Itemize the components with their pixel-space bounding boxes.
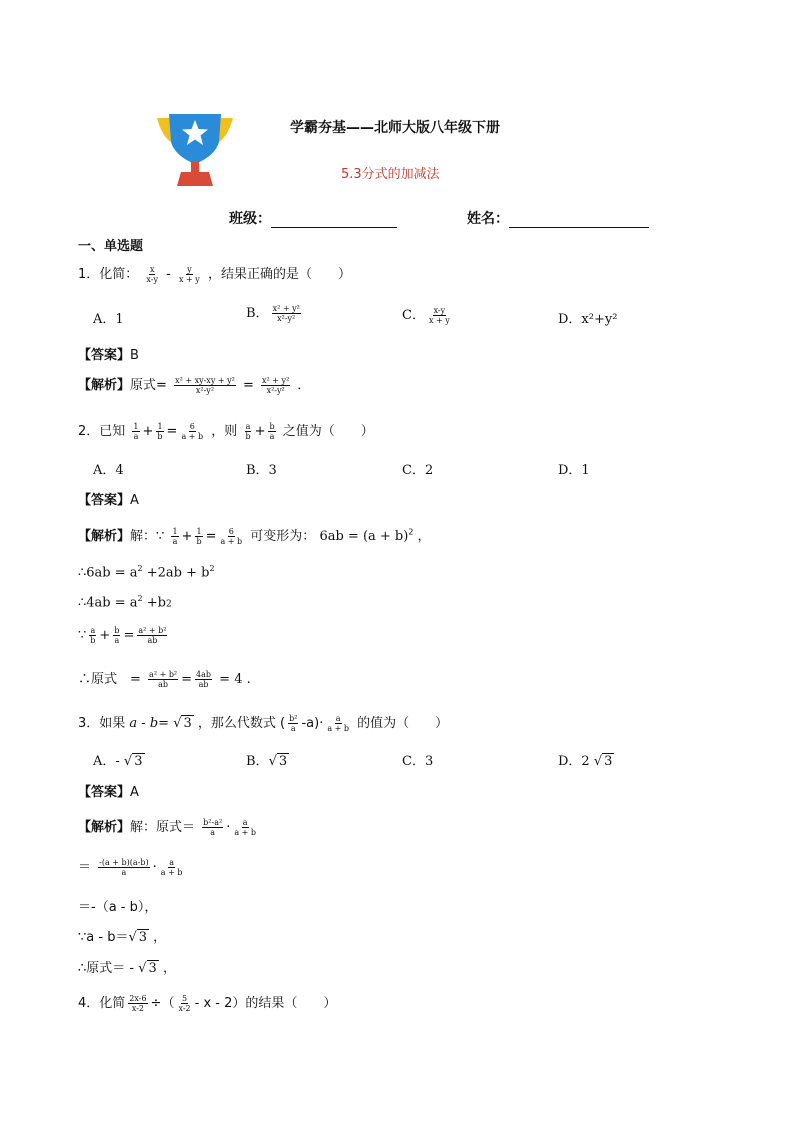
q2-option-d: D．1	[558, 463, 590, 478]
q2-analysis-line-4: ∵ $\frac{a}{b}$ + $\frac{b}{a}$ = $\frac{\text{a² + b²}}{ab}$	[78, 626, 167, 645]
q3-analysis-line-4: ∵a - b＝√ 3 ，	[78, 930, 167, 945]
q3-analysis-line-5: ∴原式＝ - √ 3 ，	[78, 961, 176, 976]
q1-suffix: ，结果正确的是（ ）	[207, 267, 351, 282]
question-2: 2．已知 $\frac{1}{a}$ + $\frac{1}{b}$ = $\frac{6}{a + b}$ ，则 $\frac{a}{b}$ + $\frac{b}{a}$ 之值为（ ）	[78, 422, 374, 441]
q1-option-d: D．x²+y²	[558, 312, 618, 327]
question-1: 1．化简： $\frac{x}{x-y}$ - $\frac{y}{x + y}$ ，结果正确的是（ ）	[78, 265, 351, 284]
q1-frac-2: $\frac{y}{x + y}$	[179, 265, 200, 284]
q1-option-b: B． $\frac{\text{x² + y²}}{\text{x²-y²}}$	[246, 304, 300, 323]
q3-analysis-line-3: ＝-（a - b），	[78, 900, 158, 915]
q1-answer: 【答案】B	[78, 348, 139, 363]
name-field	[467, 208, 649, 228]
document-title: 学霸夯基——北师大版八年级下册	[290, 120, 500, 136]
q1-option-a: A．1	[93, 312, 124, 327]
class-field	[229, 208, 397, 228]
q2-option-a: A．4	[93, 463, 124, 478]
name-label: 姓名：	[467, 211, 509, 227]
q3-option-c: C．3	[402, 754, 434, 769]
trophy-logo	[155, 112, 235, 188]
document-subtitle: 5.3分式的加减法	[341, 167, 440, 182]
q1-prefix: 1．化简：	[78, 267, 139, 282]
name-blank	[509, 227, 649, 228]
section-heading: 一、单选题	[78, 239, 144, 254]
q2-analysis-line-1: 【解析】解：∵ $\frac{1}{a}$ + $\frac{1}{b}$ = $\frac{6}{a + b}$ 可变形为： $6ab = (a + b)^2$ ，	[78, 527, 431, 546]
q2-option-c: C．2	[402, 463, 434, 478]
q3-answer: 【答案】A	[78, 785, 139, 800]
q3-analysis-line-1: 【解析】解：原式＝ $\frac{\text{b²-a²}}{a}$ · $\frac{a}{a + b}$	[78, 818, 257, 837]
question-4: 4．化简 $\frac{2x-6}{x-2}$ ÷（ $\frac{5}{x-2}$ - x - 2）的结果（ ）	[78, 994, 337, 1013]
q2-analysis-line-5: ∴原式 = $\frac{\text{a² + b²}}{ab}$ = $\frac{4ab}{ab}$ = 4 .	[78, 670, 251, 689]
q3-option-b: B．√ 3	[246, 754, 288, 769]
q3-option-d: D．2 √ 3	[558, 754, 613, 769]
q1-analysis: 【解析】原式= $\frac{\text{x² + xy-xy + y²}}{\text{x²-y²}}$ = $\frac{\text{x² + y²}}{\text{x²-y²}}$ ．	[78, 376, 311, 395]
q1-option-c: C． $\frac{x-y}{x + y}$	[402, 306, 450, 325]
q3-analysis-line-2: ＝ $\frac{-(a + b)(a-b)}{a}$ · $\frac{a}{a + b}$	[78, 858, 183, 877]
q1-frac-1: $\frac{x}{x-y}$	[146, 265, 159, 284]
class-blank	[271, 227, 397, 228]
q2-analysis-line-2: ∴6ab = $a^2 +2ab + b^2$	[78, 564, 215, 581]
q2-analysis-line-3: ∴4ab = $a^2 +b2$	[78, 594, 172, 611]
q2-answer: 【答案】A	[78, 493, 139, 508]
class-label: 班级：	[229, 211, 271, 227]
q2-option-b: B．3	[246, 463, 277, 478]
question-3: 3．如果 a - b= √ 3 ，那么代数式 ( $\frac{\text{b²}}{a}$ -a)· $\frac{a}{a + b}$ 的值为（ ）	[78, 714, 449, 733]
q3-option-a: A．- √ 3	[93, 754, 143, 769]
